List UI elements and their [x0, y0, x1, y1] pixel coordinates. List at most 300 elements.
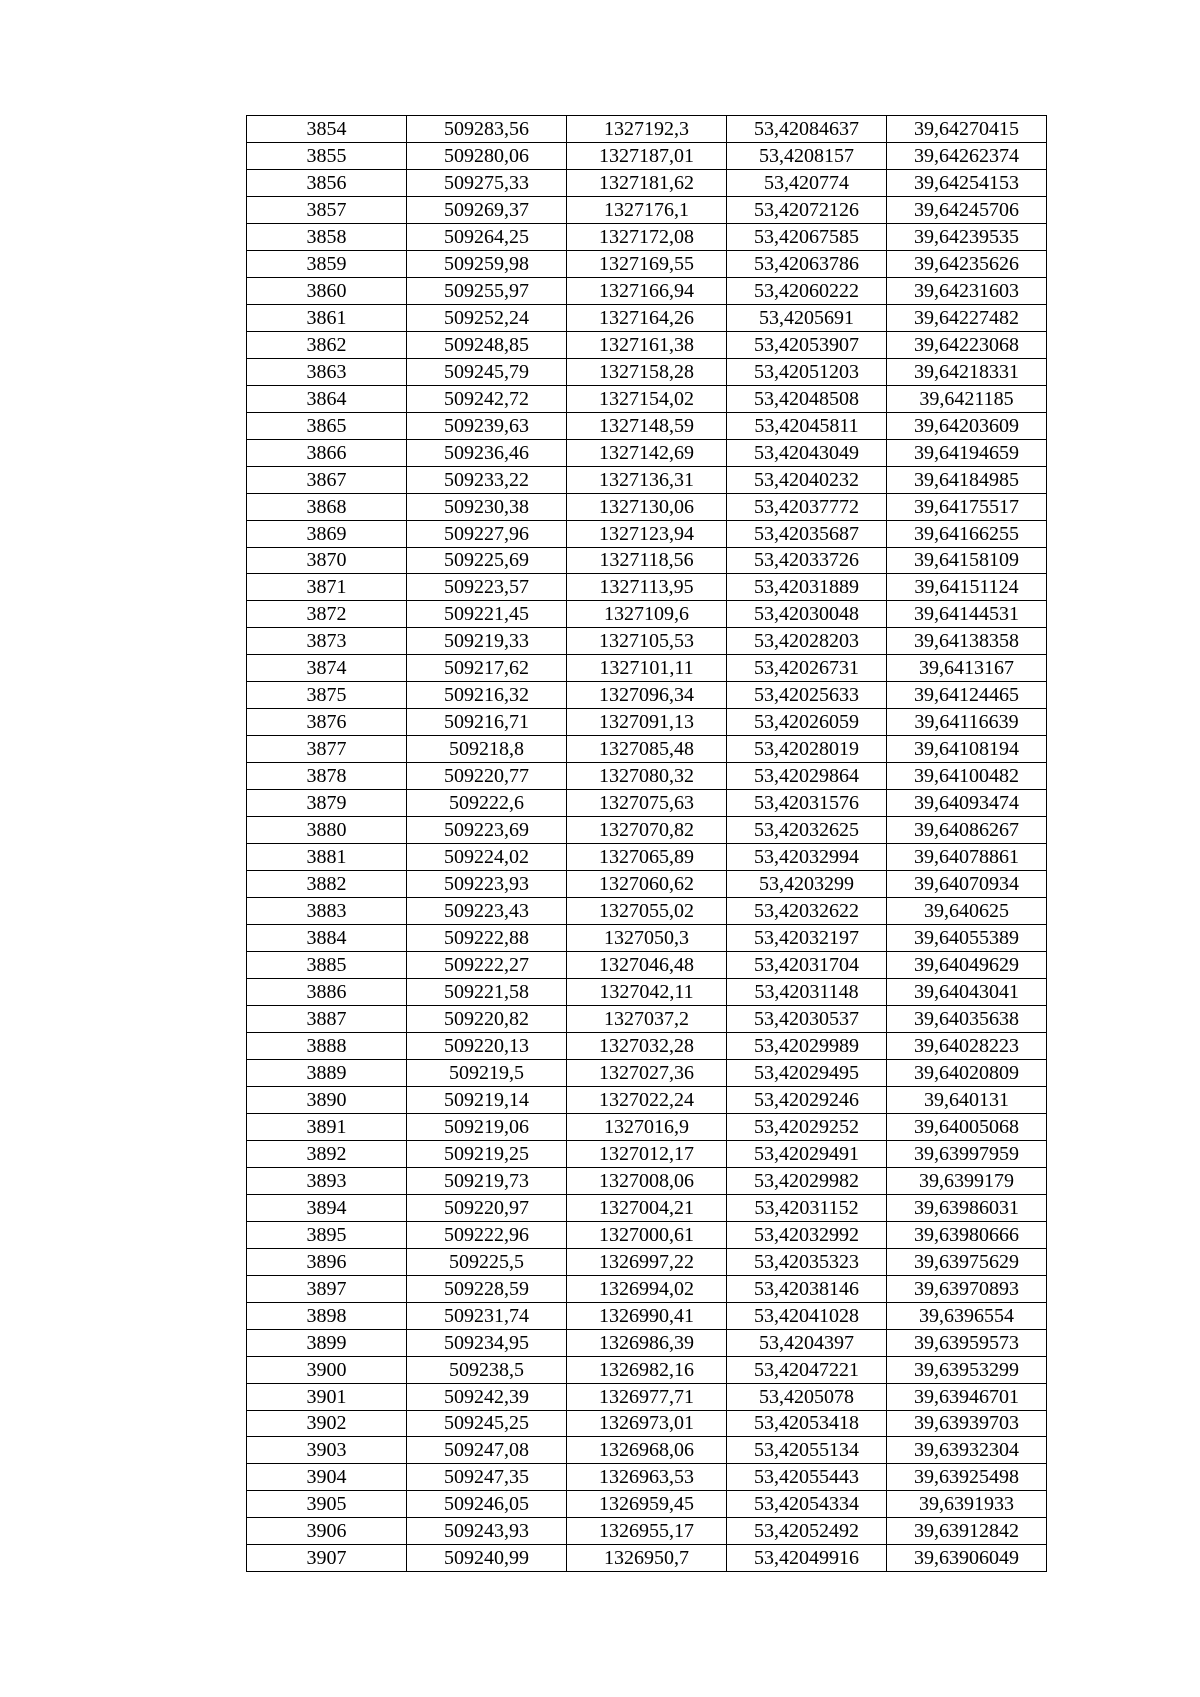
latitude-cell: 53,42037772 [727, 493, 887, 520]
y-coordinate-cell: 1326990,41 [567, 1302, 727, 1329]
longitude-cell: 39,63975629 [887, 1248, 1047, 1275]
longitude-cell: 39,64218331 [887, 358, 1047, 385]
y-coordinate-cell: 1327080,32 [567, 763, 727, 790]
longitude-cell: 39,64254153 [887, 169, 1047, 196]
x-coordinate-cell: 509238,5 [407, 1356, 567, 1383]
point-number-cell: 3905 [247, 1491, 407, 1518]
table-row [247, 1248, 1047, 1275]
latitude-cell: 53,42030048 [727, 601, 887, 628]
x-coordinate-cell: 509247,35 [407, 1464, 567, 1491]
y-coordinate-cell: 1327096,34 [567, 682, 727, 709]
longitude-cell: 39,63980666 [887, 1221, 1047, 1248]
point-number-cell: 3865 [247, 412, 407, 439]
y-coordinate-cell: 1326950,7 [567, 1545, 727, 1572]
point-number-cell: 3857 [247, 196, 407, 223]
point-number-cell: 3900 [247, 1356, 407, 1383]
point-number-cell: 3894 [247, 1194, 407, 1221]
x-coordinate-cell: 509222,96 [407, 1221, 567, 1248]
y-coordinate-cell: 1327004,21 [567, 1194, 727, 1221]
point-number-cell: 3888 [247, 1032, 407, 1059]
longitude-cell: 39,63912842 [887, 1518, 1047, 1545]
latitude-cell: 53,42032197 [727, 925, 887, 952]
y-coordinate-cell: 1327118,56 [567, 547, 727, 574]
y-coordinate-cell: 1327008,06 [567, 1167, 727, 1194]
latitude-cell: 53,42052492 [727, 1518, 887, 1545]
longitude-cell: 39,64116639 [887, 709, 1047, 736]
table-row [247, 1437, 1047, 1464]
latitude-cell: 53,42025633 [727, 682, 887, 709]
table-row [247, 1275, 1047, 1302]
point-number-cell: 3872 [247, 601, 407, 628]
y-coordinate-cell: 1327169,55 [567, 250, 727, 277]
x-coordinate-cell: 509269,37 [407, 196, 567, 223]
longitude-cell: 39,64231603 [887, 277, 1047, 304]
latitude-cell: 53,4205078 [727, 1383, 887, 1410]
longitude-cell: 39,64028223 [887, 1032, 1047, 1059]
latitude-cell: 53,4205691 [727, 304, 887, 331]
point-number-cell: 3866 [247, 439, 407, 466]
longitude-cell: 39,63970893 [887, 1275, 1047, 1302]
longitude-cell: 39,6413167 [887, 655, 1047, 682]
y-coordinate-cell: 1327037,2 [567, 1005, 727, 1032]
latitude-cell: 53,42038146 [727, 1275, 887, 1302]
y-coordinate-cell: 1327172,08 [567, 223, 727, 250]
latitude-cell: 53,42029491 [727, 1140, 887, 1167]
latitude-cell: 53,42084637 [727, 116, 887, 143]
y-coordinate-cell: 1327164,26 [567, 304, 727, 331]
latitude-cell: 53,42041028 [727, 1302, 887, 1329]
y-coordinate-cell: 1327181,62 [567, 169, 727, 196]
y-coordinate-cell: 1326963,53 [567, 1464, 727, 1491]
x-coordinate-cell: 509220,77 [407, 763, 567, 790]
point-number-cell: 3880 [247, 817, 407, 844]
y-coordinate-cell: 1327075,63 [567, 790, 727, 817]
longitude-cell: 39,64227482 [887, 304, 1047, 331]
longitude-cell: 39,64262374 [887, 142, 1047, 169]
table-row [247, 250, 1047, 277]
latitude-cell: 53,42031576 [727, 790, 887, 817]
x-coordinate-cell: 509224,02 [407, 844, 567, 871]
table-row [247, 277, 1047, 304]
y-coordinate-cell: 1327154,02 [567, 385, 727, 412]
table-row [247, 655, 1047, 682]
table-row [247, 1410, 1047, 1437]
point-number-cell: 3855 [247, 142, 407, 169]
point-number-cell: 3907 [247, 1545, 407, 1572]
table-row [247, 952, 1047, 979]
table-row [247, 1113, 1047, 1140]
table-row [247, 223, 1047, 250]
table-row [247, 169, 1047, 196]
point-number-cell: 3860 [247, 277, 407, 304]
y-coordinate-cell: 1327192,3 [567, 116, 727, 143]
x-coordinate-cell: 509248,85 [407, 331, 567, 358]
longitude-cell: 39,64194659 [887, 439, 1047, 466]
point-number-cell: 3862 [247, 331, 407, 358]
coordinates-table [246, 115, 1047, 1572]
x-coordinate-cell: 509283,56 [407, 116, 567, 143]
longitude-cell: 39,63959573 [887, 1329, 1047, 1356]
point-number-cell: 3897 [247, 1275, 407, 1302]
point-number-cell: 3881 [247, 844, 407, 871]
latitude-cell: 53,42028019 [727, 736, 887, 763]
latitude-cell: 53,42026059 [727, 709, 887, 736]
point-number-cell: 3854 [247, 116, 407, 143]
point-number-cell: 3883 [247, 898, 407, 925]
x-coordinate-cell: 509222,27 [407, 952, 567, 979]
longitude-cell: 39,63946701 [887, 1383, 1047, 1410]
longitude-cell: 39,640131 [887, 1086, 1047, 1113]
y-coordinate-cell: 1327027,36 [567, 1059, 727, 1086]
x-coordinate-cell: 509221,45 [407, 601, 567, 628]
latitude-cell: 53,42029252 [727, 1113, 887, 1140]
longitude-cell: 39,64175517 [887, 493, 1047, 520]
y-coordinate-cell: 1327136,31 [567, 466, 727, 493]
table-row [247, 116, 1047, 143]
point-number-cell: 3893 [247, 1167, 407, 1194]
x-coordinate-cell: 509280,06 [407, 142, 567, 169]
point-number-cell: 3874 [247, 655, 407, 682]
longitude-cell: 39,63997959 [887, 1140, 1047, 1167]
table-row [247, 682, 1047, 709]
point-number-cell: 3906 [247, 1518, 407, 1545]
point-number-cell: 3870 [247, 547, 407, 574]
point-number-cell: 3904 [247, 1464, 407, 1491]
longitude-cell: 39,6399179 [887, 1167, 1047, 1194]
longitude-cell: 39,64144531 [887, 601, 1047, 628]
latitude-cell: 53,4204397 [727, 1329, 887, 1356]
longitude-cell: 39,64239535 [887, 223, 1047, 250]
latitude-cell: 53,42032994 [727, 844, 887, 871]
table-row [247, 1491, 1047, 1518]
point-number-cell: 3869 [247, 520, 407, 547]
latitude-cell: 53,42060222 [727, 277, 887, 304]
y-coordinate-cell: 1327166,94 [567, 277, 727, 304]
latitude-cell: 53,42029246 [727, 1086, 887, 1113]
table-row [247, 1032, 1047, 1059]
x-coordinate-cell: 509218,8 [407, 736, 567, 763]
point-number-cell: 3878 [247, 763, 407, 790]
coordinates-table-body [247, 116, 1047, 1572]
x-coordinate-cell: 509275,33 [407, 169, 567, 196]
latitude-cell: 53,42047221 [727, 1356, 887, 1383]
point-number-cell: 3856 [247, 169, 407, 196]
longitude-cell: 39,63953299 [887, 1356, 1047, 1383]
y-coordinate-cell: 1327032,28 [567, 1032, 727, 1059]
x-coordinate-cell: 509243,93 [407, 1518, 567, 1545]
table-row [247, 1302, 1047, 1329]
x-coordinate-cell: 509233,22 [407, 466, 567, 493]
y-coordinate-cell: 1326973,01 [567, 1410, 727, 1437]
table-row [247, 1545, 1047, 1572]
table-row [247, 304, 1047, 331]
table-row [247, 898, 1047, 925]
point-number-cell: 3896 [247, 1248, 407, 1275]
table-row [247, 1383, 1047, 1410]
point-number-cell: 3877 [247, 736, 407, 763]
table-row [247, 142, 1047, 169]
table-row [247, 979, 1047, 1006]
longitude-cell: 39,64078861 [887, 844, 1047, 871]
x-coordinate-cell: 509220,82 [407, 1005, 567, 1032]
x-coordinate-cell: 509247,08 [407, 1437, 567, 1464]
x-coordinate-cell: 509245,79 [407, 358, 567, 385]
latitude-cell: 53,42029495 [727, 1059, 887, 1086]
latitude-cell: 53,42053907 [727, 331, 887, 358]
point-number-cell: 3889 [247, 1059, 407, 1086]
point-number-cell: 3858 [247, 223, 407, 250]
point-number-cell: 3876 [247, 709, 407, 736]
point-number-cell: 3875 [247, 682, 407, 709]
x-coordinate-cell: 509239,63 [407, 412, 567, 439]
table-row [247, 1086, 1047, 1113]
latitude-cell: 53,42040232 [727, 466, 887, 493]
x-coordinate-cell: 509245,25 [407, 1410, 567, 1437]
longitude-cell: 39,63986031 [887, 1194, 1047, 1221]
table-row [247, 601, 1047, 628]
x-coordinate-cell: 509222,88 [407, 925, 567, 952]
table-row [247, 736, 1047, 763]
x-coordinate-cell: 509220,13 [407, 1032, 567, 1059]
longitude-cell: 39,64158109 [887, 547, 1047, 574]
latitude-cell: 53,42028203 [727, 628, 887, 655]
x-coordinate-cell: 509234,95 [407, 1329, 567, 1356]
table-row [247, 763, 1047, 790]
x-coordinate-cell: 509225,5 [407, 1248, 567, 1275]
point-number-cell: 3884 [247, 925, 407, 952]
latitude-cell: 53,4208157 [727, 142, 887, 169]
x-coordinate-cell: 509252,24 [407, 304, 567, 331]
latitude-cell: 53,42067585 [727, 223, 887, 250]
longitude-cell: 39,64166255 [887, 520, 1047, 547]
latitude-cell: 53,42055443 [727, 1464, 887, 1491]
longitude-cell: 39,64270415 [887, 116, 1047, 143]
latitude-cell: 53,42035323 [727, 1248, 887, 1275]
x-coordinate-cell: 509223,69 [407, 817, 567, 844]
y-coordinate-cell: 1327123,94 [567, 520, 727, 547]
table-row [247, 196, 1047, 223]
y-coordinate-cell: 1326997,22 [567, 1248, 727, 1275]
latitude-cell: 53,42055134 [727, 1437, 887, 1464]
longitude-cell: 39,6391933 [887, 1491, 1047, 1518]
point-number-cell: 3891 [247, 1113, 407, 1140]
x-coordinate-cell: 509219,73 [407, 1167, 567, 1194]
table-row [247, 790, 1047, 817]
x-coordinate-cell: 509242,72 [407, 385, 567, 412]
table-row [247, 331, 1047, 358]
table-row [247, 709, 1047, 736]
x-coordinate-cell: 509225,69 [407, 547, 567, 574]
longitude-cell: 39,64203609 [887, 412, 1047, 439]
table-row [247, 817, 1047, 844]
table-row [247, 1059, 1047, 1086]
y-coordinate-cell: 1326968,06 [567, 1437, 727, 1464]
longitude-cell: 39,64005068 [887, 1113, 1047, 1140]
longitude-cell: 39,64093474 [887, 790, 1047, 817]
latitude-cell: 53,42043049 [727, 439, 887, 466]
latitude-cell: 53,42032992 [727, 1221, 887, 1248]
y-coordinate-cell: 1326959,45 [567, 1491, 727, 1518]
table-row [247, 1140, 1047, 1167]
table-row [247, 1329, 1047, 1356]
x-coordinate-cell: 509221,58 [407, 979, 567, 1006]
x-coordinate-cell: 509222,6 [407, 790, 567, 817]
longitude-cell: 39,63925498 [887, 1464, 1047, 1491]
x-coordinate-cell: 509246,05 [407, 1491, 567, 1518]
y-coordinate-cell: 1327109,6 [567, 601, 727, 628]
latitude-cell: 53,42048508 [727, 385, 887, 412]
table-row [247, 1167, 1047, 1194]
y-coordinate-cell: 1327091,13 [567, 709, 727, 736]
latitude-cell: 53,42045811 [727, 412, 887, 439]
x-coordinate-cell: 509223,93 [407, 871, 567, 898]
latitude-cell: 53,42026731 [727, 655, 887, 682]
y-coordinate-cell: 1327176,1 [567, 196, 727, 223]
longitude-cell: 39,640625 [887, 898, 1047, 925]
table-row [247, 1518, 1047, 1545]
longitude-cell: 39,64049629 [887, 952, 1047, 979]
x-coordinate-cell: 509264,25 [407, 223, 567, 250]
longitude-cell: 39,64184985 [887, 466, 1047, 493]
longitude-cell: 39,64086267 [887, 817, 1047, 844]
point-number-cell: 3885 [247, 952, 407, 979]
x-coordinate-cell: 509230,38 [407, 493, 567, 520]
point-number-cell: 3859 [247, 250, 407, 277]
y-coordinate-cell: 1327060,62 [567, 871, 727, 898]
y-coordinate-cell: 1326982,16 [567, 1356, 727, 1383]
point-number-cell: 3899 [247, 1329, 407, 1356]
latitude-cell: 53,42063786 [727, 250, 887, 277]
y-coordinate-cell: 1327161,38 [567, 331, 727, 358]
latitude-cell: 53,42031152 [727, 1194, 887, 1221]
point-number-cell: 3890 [247, 1086, 407, 1113]
longitude-cell: 39,64124465 [887, 682, 1047, 709]
table-row [247, 1194, 1047, 1221]
latitude-cell: 53,42032622 [727, 898, 887, 925]
longitude-cell: 39,64235626 [887, 250, 1047, 277]
longitude-cell: 39,64100482 [887, 763, 1047, 790]
x-coordinate-cell: 509242,39 [407, 1383, 567, 1410]
x-coordinate-cell: 509219,25 [407, 1140, 567, 1167]
longitude-cell: 39,64151124 [887, 574, 1047, 601]
y-coordinate-cell: 1327142,69 [567, 439, 727, 466]
point-number-cell: 3873 [247, 628, 407, 655]
x-coordinate-cell: 509220,97 [407, 1194, 567, 1221]
x-coordinate-cell: 509219,14 [407, 1086, 567, 1113]
point-number-cell: 3861 [247, 304, 407, 331]
y-coordinate-cell: 1327065,89 [567, 844, 727, 871]
y-coordinate-cell: 1327012,17 [567, 1140, 727, 1167]
table-row [247, 493, 1047, 520]
y-coordinate-cell: 1326955,17 [567, 1518, 727, 1545]
table-row [247, 439, 1047, 466]
point-number-cell: 3868 [247, 493, 407, 520]
longitude-cell: 39,6421185 [887, 385, 1047, 412]
y-coordinate-cell: 1327130,06 [567, 493, 727, 520]
table-row [247, 628, 1047, 655]
latitude-cell: 53,42033726 [727, 547, 887, 574]
longitude-cell: 39,63906049 [887, 1545, 1047, 1572]
latitude-cell: 53,42031889 [727, 574, 887, 601]
point-number-cell: 3867 [247, 466, 407, 493]
latitude-cell: 53,42029989 [727, 1032, 887, 1059]
longitude-cell: 39,64070934 [887, 871, 1047, 898]
point-number-cell: 3895 [247, 1221, 407, 1248]
y-coordinate-cell: 1327016,9 [567, 1113, 727, 1140]
longitude-cell: 39,64108194 [887, 736, 1047, 763]
point-number-cell: 3882 [247, 871, 407, 898]
point-number-cell: 3864 [247, 385, 407, 412]
table-row [247, 412, 1047, 439]
latitude-cell: 53,42031148 [727, 979, 887, 1006]
y-coordinate-cell: 1327158,28 [567, 358, 727, 385]
table-row [247, 925, 1047, 952]
longitude-cell: 39,64223068 [887, 331, 1047, 358]
x-coordinate-cell: 509216,71 [407, 709, 567, 736]
y-coordinate-cell: 1327113,95 [567, 574, 727, 601]
y-coordinate-cell: 1327070,82 [567, 817, 727, 844]
y-coordinate-cell: 1327187,01 [567, 142, 727, 169]
latitude-cell: 53,4203299 [727, 871, 887, 898]
latitude-cell: 53,42031704 [727, 952, 887, 979]
longitude-cell: 39,64245706 [887, 196, 1047, 223]
point-number-cell: 3886 [247, 979, 407, 1006]
y-coordinate-cell: 1327042,11 [567, 979, 727, 1006]
x-coordinate-cell: 509219,33 [407, 628, 567, 655]
table-row [247, 871, 1047, 898]
point-number-cell: 3903 [247, 1437, 407, 1464]
latitude-cell: 53,42035687 [727, 520, 887, 547]
table-row [247, 547, 1047, 574]
x-coordinate-cell: 509259,98 [407, 250, 567, 277]
table-row [247, 385, 1047, 412]
table-row [247, 574, 1047, 601]
x-coordinate-cell: 509236,46 [407, 439, 567, 466]
x-coordinate-cell: 509216,32 [407, 682, 567, 709]
table-row [247, 1221, 1047, 1248]
table-row [247, 1005, 1047, 1032]
x-coordinate-cell: 509219,06 [407, 1113, 567, 1140]
latitude-cell: 53,42053418 [727, 1410, 887, 1437]
point-number-cell: 3902 [247, 1410, 407, 1437]
table-row [247, 520, 1047, 547]
latitude-cell: 53,42049916 [727, 1545, 887, 1572]
table-row [247, 358, 1047, 385]
point-number-cell: 3863 [247, 358, 407, 385]
table-row [247, 844, 1047, 871]
x-coordinate-cell: 509228,59 [407, 1275, 567, 1302]
point-number-cell: 3898 [247, 1302, 407, 1329]
x-coordinate-cell: 509223,57 [407, 574, 567, 601]
y-coordinate-cell: 1327000,61 [567, 1221, 727, 1248]
x-coordinate-cell: 509231,74 [407, 1302, 567, 1329]
point-number-cell: 3879 [247, 790, 407, 817]
x-coordinate-cell: 509217,62 [407, 655, 567, 682]
longitude-cell: 39,63932304 [887, 1437, 1047, 1464]
x-coordinate-cell: 509255,97 [407, 277, 567, 304]
latitude-cell: 53,42054334 [727, 1491, 887, 1518]
latitude-cell: 53,420774 [727, 169, 887, 196]
x-coordinate-cell: 509223,43 [407, 898, 567, 925]
y-coordinate-cell: 1327148,59 [567, 412, 727, 439]
y-coordinate-cell: 1327085,48 [567, 736, 727, 763]
y-coordinate-cell: 1327101,11 [567, 655, 727, 682]
y-coordinate-cell: 1327105,53 [567, 628, 727, 655]
table-row [247, 466, 1047, 493]
latitude-cell: 53,42030537 [727, 1005, 887, 1032]
longitude-cell: 39,64020809 [887, 1059, 1047, 1086]
y-coordinate-cell: 1327022,24 [567, 1086, 727, 1113]
